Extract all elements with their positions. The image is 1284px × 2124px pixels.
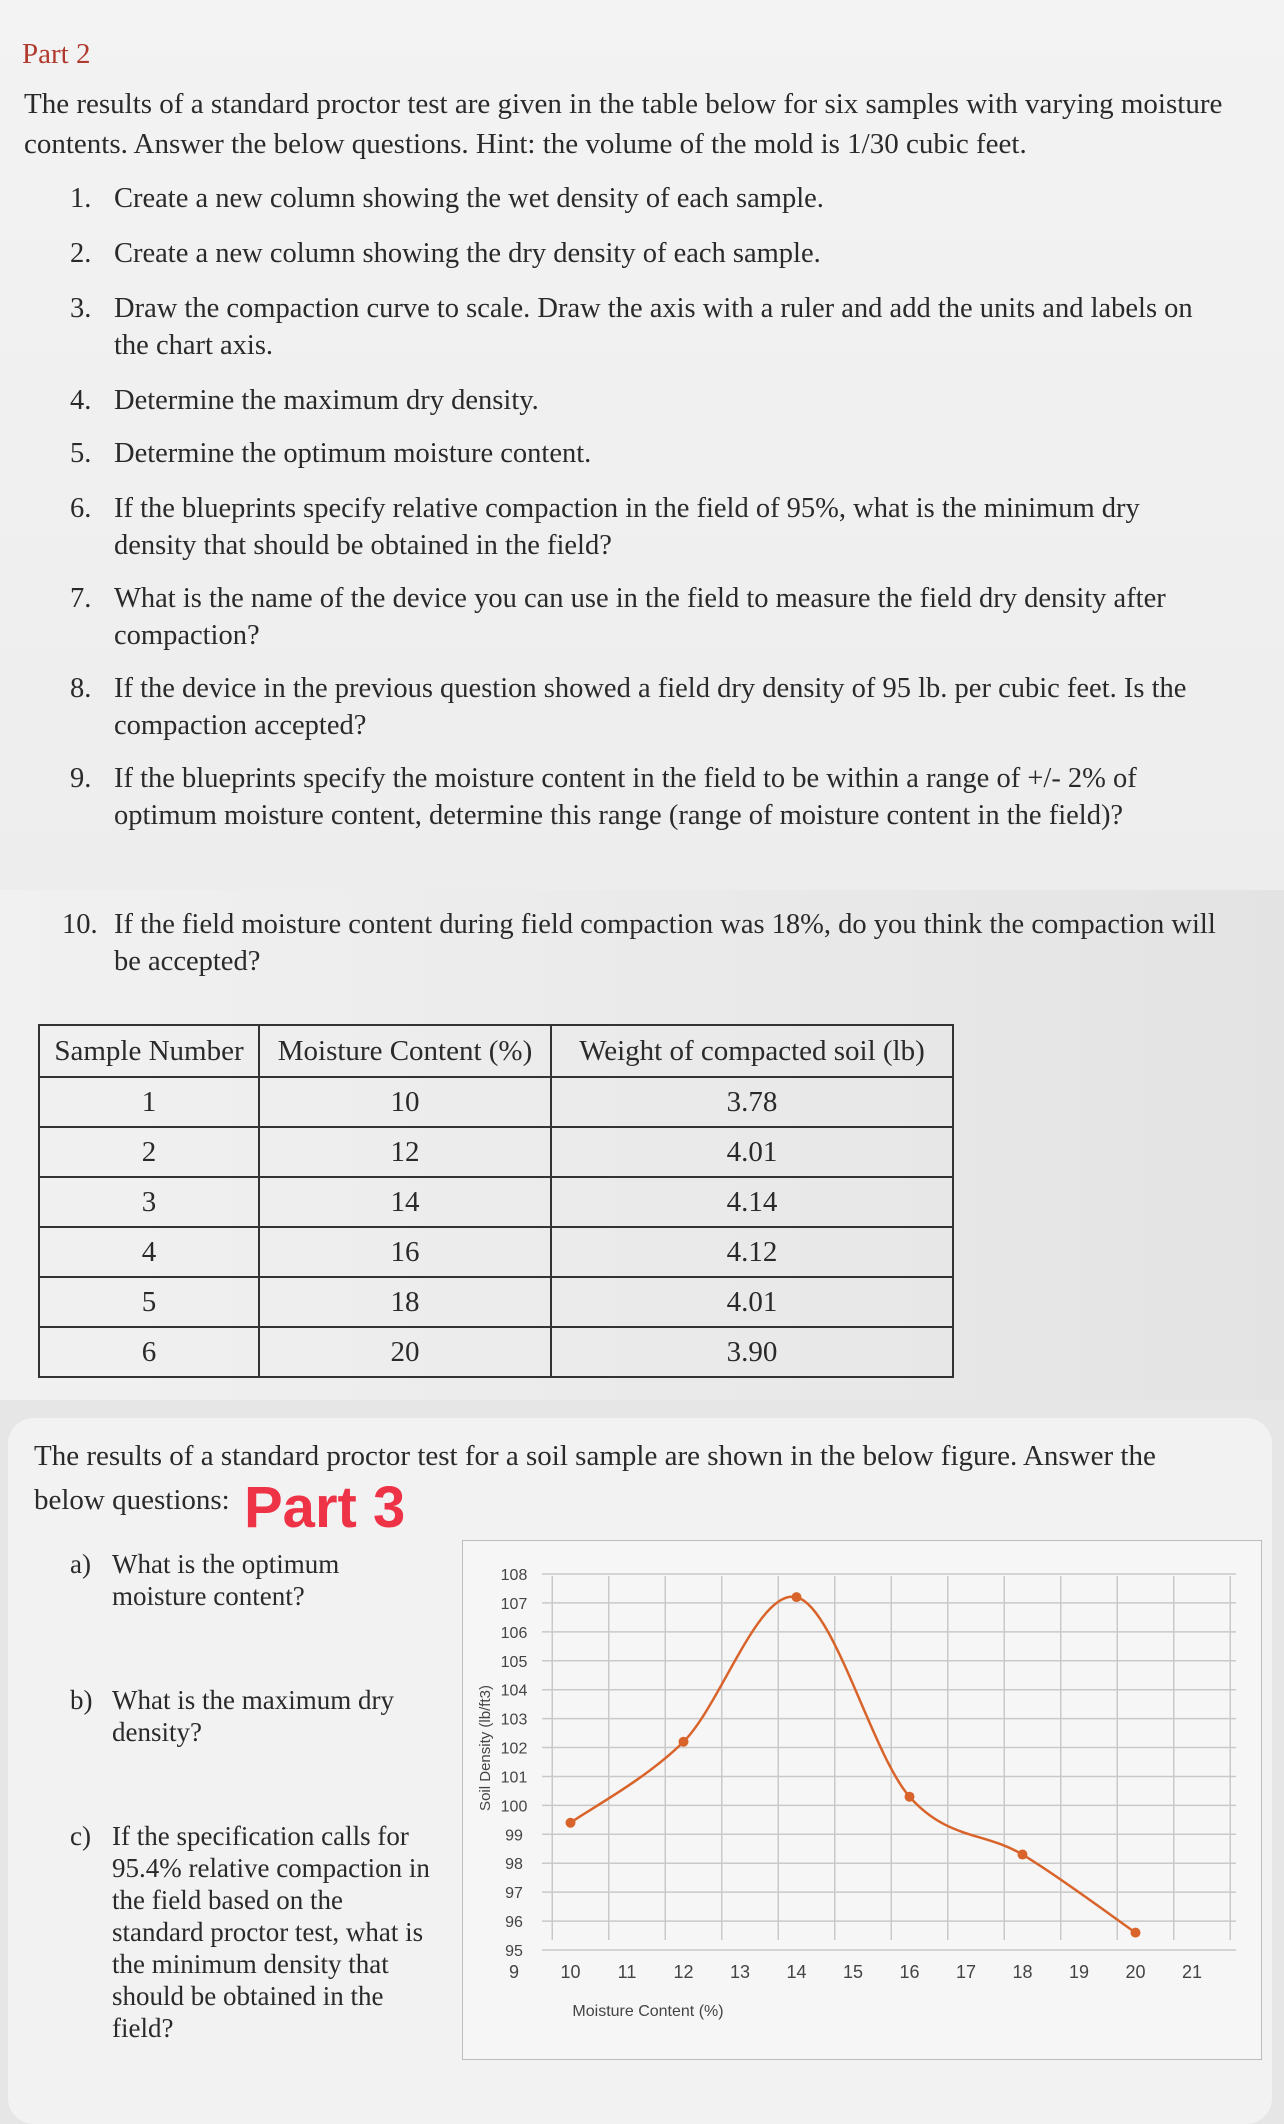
table-row	[39, 1327, 953, 1377]
question-label: a)	[70, 1549, 91, 1579]
part3-question-c	[70, 1820, 432, 2044]
cell-sample: 1	[39, 1077, 259, 1127]
question-number: 7.	[70, 583, 92, 614]
data-point	[792, 1592, 802, 1602]
cell-moisture: 16	[259, 1227, 551, 1277]
header-weight: Weight of compacted soil (lb)	[551, 1025, 953, 1077]
x-tick-label: 16	[899, 1962, 920, 1982]
y-tick-label: 105	[500, 1653, 528, 1671]
x-tick-label: 12	[673, 1962, 694, 1982]
cell-sample: 4	[39, 1227, 259, 1277]
cell-weight: 4.01	[551, 1127, 953, 1177]
x-tick-label: 9	[508, 1962, 520, 1982]
cell-moisture: 10	[259, 1077, 551, 1127]
question-label: b)	[70, 1685, 93, 1715]
y-tick-label: 98	[505, 1856, 523, 1874]
question-text: If the blueprints specify the moisture content in the field to be within a range of +/- 2% of optimum moisture content, determine this range (range of moisture content in the field)?	[114, 763, 1137, 831]
question-number: 4.	[70, 385, 92, 416]
x-tick-label: 17	[955, 1962, 977, 1982]
x-tick-label: 13	[729, 1962, 751, 1982]
question-text: What is the maximum dry density?	[112, 1685, 394, 1747]
question-list	[62, 180, 1220, 980]
table-row	[39, 1077, 953, 1127]
data-point	[566, 1818, 576, 1828]
question-number: 8.	[70, 673, 92, 704]
question-item	[70, 235, 1220, 272]
cell-moisture: 14	[259, 1177, 551, 1227]
compaction-chart-svg	[462, 1540, 1262, 2060]
table-row	[39, 1127, 953, 1177]
question-number: 2.	[70, 238, 92, 269]
x-tick-label: 19	[1068, 1962, 1090, 1982]
cell-sample: 5	[39, 1277, 259, 1327]
y-tick-label: 96	[505, 1914, 523, 1932]
cell-moisture: 18	[259, 1277, 551, 1327]
cell-sample: 3	[39, 1177, 259, 1227]
data-point	[905, 1792, 915, 1802]
question-text: Create a new column showing the wet density of each sample.	[114, 183, 824, 214]
table-row	[39, 1177, 953, 1227]
question-item	[70, 290, 1220, 364]
x-tick-label: 11	[617, 1962, 637, 1982]
y-tick-label: 104	[500, 1682, 528, 1700]
cell-weight: 4.14	[551, 1177, 953, 1227]
question-text: If the blueprints specify relative compaction in the field of 95%, what is the minimum dry density that should be obtained in the field?	[114, 493, 1140, 561]
cell-weight: 3.78	[551, 1077, 953, 1127]
part3-question-b	[70, 1684, 432, 1748]
x-axis-label: Moisture Content (%)	[572, 2003, 724, 2020]
cell-weight: 4.12	[551, 1227, 953, 1277]
y-tick-label: 95	[505, 1943, 523, 1960]
table-row	[39, 1277, 953, 1327]
question-item	[70, 760, 1220, 834]
question-item	[70, 580, 1220, 654]
question-text: Create a new column showing the dry density of each sample.	[114, 238, 821, 269]
table-header-row	[39, 1025, 953, 1077]
x-tick-label: 15	[842, 1962, 864, 1982]
y-tick-label: 99	[505, 1827, 523, 1845]
question-text: What is the name of the device you can use in the field to measure the field dry density after compaction?	[114, 583, 1166, 651]
x-tick-label: 18	[1012, 1962, 1033, 1982]
chart-frame	[462, 1540, 1262, 2060]
header-moisture-content: Moisture Content (%)	[259, 1025, 551, 1077]
y-tick-label: 102	[500, 1740, 528, 1758]
part2-intro: The results of a standard proctor test are given in the table below for six samples with varying moisture contents. Answer the below questions. Hint: the volume of the mold is 1/30 cubic feet.	[24, 88, 1223, 160]
y-axis-label: Soil Density (lb/ft3)	[477, 1685, 494, 1811]
y-tick-label: 106	[500, 1624, 528, 1642]
y-tick-label: 97	[505, 1885, 523, 1903]
question-text: Draw the compaction curve to scale. Draw the axis with a ruler and add the units and labels on the chart axis.	[114, 293, 1193, 361]
question-number: 10.	[62, 909, 98, 940]
cell-sample: 6	[39, 1327, 259, 1377]
question-item	[70, 490, 1220, 564]
question-text: What is the optimum moisture content?	[112, 1549, 340, 1611]
question-number: 1.	[70, 183, 92, 214]
data-point	[1131, 1928, 1141, 1938]
table-row	[39, 1227, 953, 1277]
question-text: If the specification calls for 95.4% relative compaction in the field based on the standard proctor test, what is the minimum density that should be obtained in the field?	[112, 1821, 430, 2043]
question-text: If the device in the previous question showed a field dry density of 95 lb. per cubic feet. Is the compaction accepted?	[114, 673, 1187, 741]
y-tick-label: 108	[500, 1567, 528, 1584]
question-number: 3.	[70, 293, 92, 324]
question-item	[62, 906, 1220, 980]
compaction-chart	[462, 1540, 1262, 2060]
question-item	[70, 180, 1220, 217]
y-tick-label: 107	[500, 1595, 528, 1613]
y-tick-label: 103	[500, 1711, 528, 1729]
question-number: 6.	[70, 493, 92, 524]
header-sample-number: Sample Number	[39, 1025, 259, 1077]
question-text: If the field moisture content during field compaction was 18%, do you think the compaction will be accepted?	[114, 909, 1216, 977]
question-item	[70, 382, 1220, 419]
question-item	[70, 435, 1220, 472]
x-tick-label: 20	[1125, 1962, 1146, 1982]
data-point	[1018, 1850, 1028, 1860]
question-number: 9.	[70, 763, 92, 794]
y-tick-label: 100	[500, 1798, 528, 1816]
cell-weight: 4.01	[551, 1277, 953, 1327]
part2-title: Part 2	[22, 38, 91, 70]
data-point	[679, 1737, 689, 1747]
part3-title: Part 3	[244, 1475, 406, 1540]
y-tick-label: 101	[500, 1769, 528, 1787]
question-item	[70, 670, 1220, 744]
x-tick-label: 14	[786, 1962, 807, 1982]
question-label: c)	[70, 1821, 91, 1851]
cell-moisture: 12	[259, 1127, 551, 1177]
x-tick-label: 21	[1181, 1962, 1203, 1982]
part3-question-a	[70, 1548, 432, 1612]
question-text: Determine the maximum dry density.	[114, 385, 539, 416]
cell-sample: 2	[39, 1127, 259, 1177]
question-number: 5.	[70, 438, 92, 469]
cell-moisture: 20	[259, 1327, 551, 1377]
question-text: Determine the optimum moisture content.	[114, 438, 592, 469]
cell-weight: 3.90	[551, 1327, 953, 1377]
proctor-table	[38, 1024, 954, 1378]
x-tick-label: 10	[560, 1962, 581, 1982]
part3-intro: The results of a standard proctor test for a soil sample are shown in the below figure. Answer the below questions:	[34, 1440, 1156, 1516]
